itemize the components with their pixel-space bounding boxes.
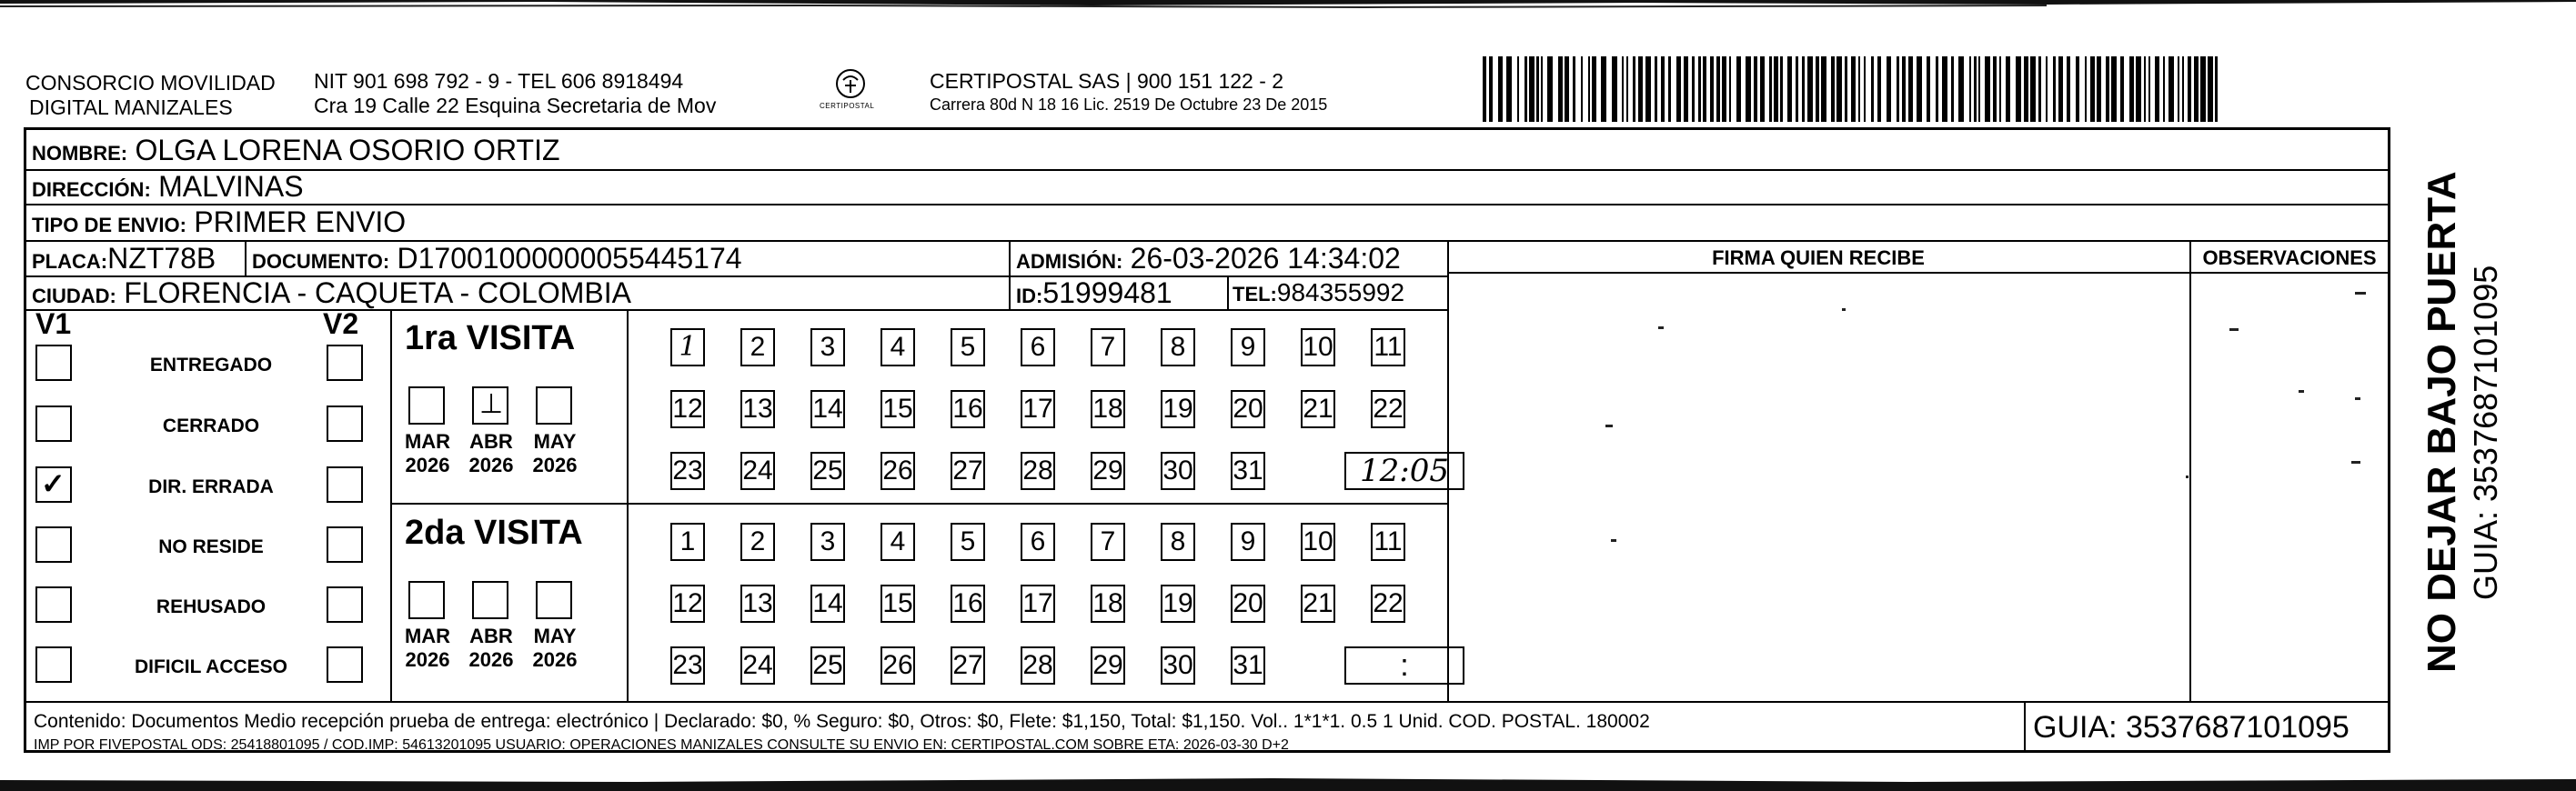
visit2-day-9[interactable]: 9 [1231, 523, 1265, 561]
certipostal-info [930, 69, 1327, 115]
tel-cell [1233, 277, 1404, 310]
side-no-dejar-bajo-puerta: NO DEJAR BAJO PUERTA [2420, 171, 2464, 673]
documento-value: D17001000000055445174 [397, 242, 742, 275]
visit1-year-label-mar: 2026 [405, 454, 450, 476]
visit2-year-label-abr: 2026 [468, 648, 514, 671]
v1-check-mark: ✓ [41, 467, 65, 500]
visit1-title: 1ra VISITA [405, 319, 576, 357]
visit2-year-label-may: 2026 [532, 648, 578, 671]
ciudad-value: FLORENCIA - CAQUETA - COLOMBIA [124, 276, 631, 309]
visit2-month-label-may: MAY [533, 625, 577, 647]
admision-cell [1016, 243, 1401, 277]
nombre-row [32, 135, 560, 169]
company-address: Cra 19 Calle 22 Esquina Secretaria de Mov [314, 94, 717, 117]
visit2-time-box[interactable]: : [1344, 646, 1464, 685]
direccion-value: MALVINAS [158, 170, 304, 203]
visit1-day-29[interactable]: 29 [1091, 452, 1125, 490]
visit2-day-7[interactable]: 7 [1091, 523, 1125, 561]
placa-label: PLACA: [32, 250, 108, 273]
placa-value: NZT78B [107, 242, 216, 275]
visit2-day-17[interactable]: 17 [1021, 585, 1055, 623]
visit1-day-31[interactable]: 31 [1231, 452, 1265, 490]
visit2-day-27[interactable]: 27 [951, 646, 985, 685]
nombre-value: OLGA LORENA OSORIO ORTIZ [135, 134, 560, 166]
signature-area[interactable] [1449, 274, 2189, 701]
visit2-month-label-mar: MAR [404, 625, 451, 647]
visit2-day-16[interactable]: 16 [951, 585, 985, 623]
visit2-day-20[interactable]: 20 [1231, 585, 1265, 623]
id-label: ID: [1016, 285, 1043, 307]
visit2-day-2[interactable]: 2 [740, 523, 775, 561]
visit2-title: 2da VISITA [405, 514, 583, 552]
visit1-day-8[interactable]: 8 [1161, 328, 1195, 366]
visit2-day-31[interactable]: 31 [1231, 646, 1265, 685]
status-label-3: DIR. ERRADA [148, 476, 274, 497]
visit2-day-11[interactable]: 11 [1371, 523, 1405, 561]
visit1-month-box-abr[interactable] [472, 386, 508, 425]
visit2-day-8[interactable]: 8 [1161, 523, 1195, 561]
v1-checkbox-5[interactable] [35, 586, 72, 623]
visit2-day-24[interactable]: 24 [740, 646, 775, 685]
v2-checkbox-4[interactable] [327, 526, 363, 563]
visit1-day-19[interactable]: 19 [1161, 390, 1195, 428]
visit1-day-13[interactable]: 13 [740, 390, 775, 428]
visit1-day-2[interactable]: 2 [740, 328, 775, 366]
observaciones-label: OBSERVACIONES [2202, 246, 2377, 269]
visit1-day-7[interactable]: 7 [1091, 328, 1125, 366]
visit2-day-3[interactable]: 3 [810, 523, 845, 561]
visit2-day-25[interactable]: 25 [810, 646, 845, 685]
visit1-day-14[interactable]: 14 [810, 390, 845, 428]
visit2-day-18[interactable]: 18 [1091, 585, 1125, 623]
visit2-day-6[interactable]: 6 [1021, 523, 1055, 561]
status-label-5: REHUSADO [156, 596, 267, 617]
footer-guia: GUIA: 3537687101095 [2033, 710, 2350, 745]
tipo-envio-value: PRIMER ENVIO [194, 205, 407, 238]
v1-checkbox-6[interactable] [35, 646, 72, 683]
visit1-day-26[interactable]: 26 [880, 452, 915, 490]
logo-text: CERTIPOSTAL [820, 102, 875, 110]
visit1-day-28[interactable]: 28 [1021, 452, 1055, 490]
visit1-day-22[interactable]: 22 [1371, 390, 1405, 428]
documento-label: DOCUMENTO: [252, 250, 390, 273]
v1-checkbox-4[interactable] [35, 526, 72, 563]
visit1-day-27[interactable]: 27 [951, 452, 985, 490]
visit1-day-1[interactable]: 1 [670, 328, 705, 366]
nombre-label: NOMBRE: [32, 142, 128, 165]
visit1-day-10[interactable]: 10 [1301, 328, 1335, 366]
direccion-row [32, 171, 304, 205]
firma-label: FIRMA QUIEN RECIBE [1712, 246, 1925, 269]
visit1-day-15[interactable]: 15 [880, 390, 915, 428]
id-cell [1016, 277, 1172, 312]
visit2-day-13[interactable]: 13 [740, 585, 775, 623]
visit1-day-11[interactable]: 11 [1371, 328, 1405, 366]
certipostal-line: CERTIPOSTAL SAS | 900 151 122 - 2 [930, 69, 1284, 93]
visit1-month-label-may: MAY [533, 430, 577, 453]
visit1-year-label-abr: 2026 [468, 454, 514, 476]
certipostal-logo [820, 65, 878, 116]
placa-cell [32, 243, 216, 277]
visit1-time-box[interactable]: 12:05 [1344, 452, 1464, 490]
visit1-day-17[interactable]: 17 [1021, 390, 1055, 428]
company-info [314, 69, 716, 118]
visit1-day-3[interactable]: 3 [810, 328, 845, 366]
v2-checkbox-3[interactable] [327, 466, 363, 503]
tipo-envio-label: TIPO DE ENVIO: [32, 214, 186, 236]
visit1-month-mark: ⊥ [479, 389, 504, 419]
visit1-day-9[interactable]: 9 [1231, 328, 1265, 366]
footer-imp: IMP POR FIVEPOSTAL ODS: 25418801095 / COD.IMP: 54613201095 USUARIO: OPERACIONES MANIZALES CONSULTE SU ENVIO EN: CERTIPOSTAL.COM SOBRE ETA: 2026-03-30 D+2 [34, 737, 1289, 753]
admision-value: 26-03-2026 14:34:02 [1130, 242, 1401, 275]
visit2-year-label-mar: 2026 [405, 648, 450, 671]
visit1-month-box-may[interactable] [536, 386, 572, 425]
visit2-day-30[interactable]: 30 [1161, 646, 1195, 685]
v1-checkbox-2[interactable] [35, 406, 72, 442]
scan-edge-bottom [0, 771, 2576, 791]
footer-contenido: Contenido: Documentos Medio recepción prueba de entrega: electrónico | Declarado: $0, % Seguro: $0, Otros: $0, Flete: $1,150, Total: $1,150. Vol.. 1*1*1. 0.5 1 Unid. COD. POSTAL. 180002 [34, 711, 1650, 732]
visit1-month-label-mar: MAR [404, 430, 451, 453]
documento-cell [252, 243, 742, 277]
visit2-day-19[interactable]: 19 [1161, 585, 1195, 623]
visit1-day-4[interactable]: 4 [880, 328, 915, 366]
visit2-month-box-mar[interactable] [408, 581, 445, 619]
visit1-year-label-may: 2026 [532, 454, 578, 476]
visit2-day-4[interactable]: 4 [880, 523, 915, 561]
visit1-month-label-abr: ABR [469, 430, 513, 453]
v2-label: V2 [323, 307, 359, 340]
tipo-envio-row [32, 206, 406, 241]
shipping-form [24, 127, 2390, 753]
visit2-month-box-may[interactable] [536, 581, 572, 619]
visit2-day-1[interactable]: 1 [670, 523, 705, 561]
v2-checkbox-5[interactable] [327, 586, 363, 623]
visit2-month-box-abr[interactable] [472, 581, 508, 619]
visit1-day-12[interactable]: 12 [670, 390, 705, 428]
v1-label: V1 [35, 307, 72, 340]
visit1-day-21[interactable]: 21 [1301, 390, 1335, 428]
barcode [1483, 56, 2219, 122]
visit1-day-16[interactable]: 16 [951, 390, 985, 428]
visit2-day-10[interactable]: 10 [1301, 523, 1335, 561]
company-line-2: DIGITAL MANIZALES [29, 95, 233, 119]
visit2-day-26[interactable]: 26 [880, 646, 915, 685]
visit1-day-30[interactable]: 30 [1161, 452, 1195, 490]
v1-checkbox-3[interactable] [35, 466, 72, 503]
id-value: 51999481 [1042, 276, 1172, 309]
status-label-1: ENTREGADO [149, 355, 273, 375]
visit2-day-22[interactable]: 22 [1371, 585, 1405, 623]
visit2-day-21[interactable]: 21 [1301, 585, 1335, 623]
observaciones-area[interactable] [2191, 274, 2388, 701]
side-guia: GUIA: 3537687101095 [2467, 265, 2504, 600]
status-label-2: CERRADO [162, 416, 260, 436]
status-label-6: DIFICIL ACCESO [134, 656, 287, 677]
visit1-day-24[interactable]: 24 [740, 452, 775, 490]
v1-checkbox-1[interactable] [35, 345, 72, 381]
visit2-month-label-abr: ABR [469, 625, 513, 647]
visit1-day-18[interactable]: 18 [1091, 390, 1125, 428]
admision-label: ADMISIÓN: [1016, 250, 1123, 273]
visit1-day-20[interactable]: 20 [1231, 390, 1265, 428]
visit1-day-6[interactable]: 6 [1021, 328, 1055, 366]
scan-edge-top [0, 0, 2576, 16]
tel-label: TEL: [1233, 283, 1277, 305]
visit2-day-23[interactable]: 23 [670, 646, 705, 685]
company-line-1: CONSORCIO MOVILIDAD [25, 71, 276, 95]
v2-checkbox-2[interactable] [327, 406, 363, 442]
visit1-day-5[interactable]: 5 [951, 328, 985, 366]
v2-checkbox-6[interactable] [327, 646, 363, 683]
tel-value: 984355992 [1276, 278, 1405, 306]
visit1-day-25[interactable]: 25 [810, 452, 845, 490]
certipostal-address: Carrera 80d N 18 16 Lic. 2519 De Octubre 23 De 2015 [930, 95, 1328, 114]
ciudad-label: CIUDAD: [32, 285, 116, 307]
visit2-day-15[interactable]: 15 [880, 585, 915, 623]
visit2-day-5[interactable]: 5 [951, 523, 985, 561]
v2-checkbox-1[interactable] [327, 345, 363, 381]
visit2-day-14[interactable]: 14 [810, 585, 845, 623]
visit2-day-28[interactable]: 28 [1021, 646, 1055, 685]
visit1-day-23[interactable]: 23 [670, 452, 705, 490]
visit2-day-12[interactable]: 12 [670, 585, 705, 623]
nit-line: NIT 901 698 792 - 9 - TEL 606 8918494 [314, 69, 684, 93]
visit1-month-box-mar[interactable] [408, 386, 445, 425]
visit2-day-29[interactable]: 29 [1091, 646, 1125, 685]
direccion-label: DIRECCIÓN: [32, 178, 151, 201]
status-label-4: NO RESIDE [158, 536, 264, 557]
company-name [25, 71, 276, 120]
